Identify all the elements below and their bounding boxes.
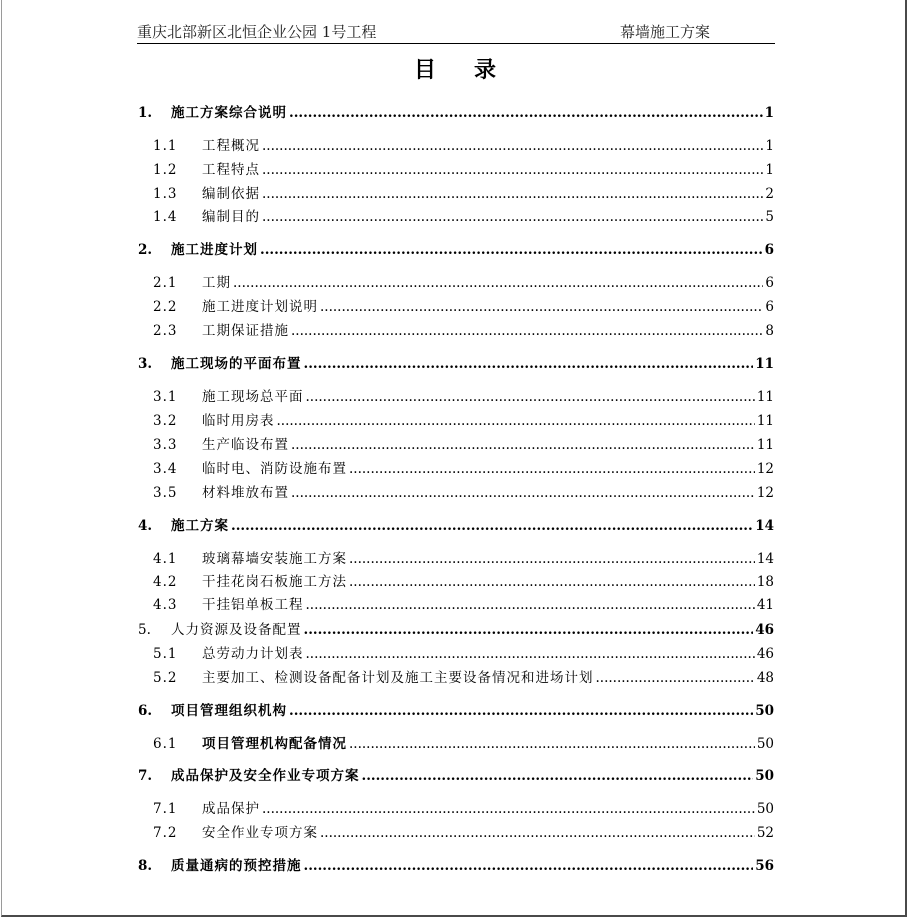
toc-entry-title: 施工方案 bbox=[171, 518, 229, 534]
toc-entry[interactable] bbox=[153, 207, 774, 227]
toc-entry[interactable] bbox=[153, 297, 774, 317]
toc-entry-number: 6.1 bbox=[153, 736, 178, 752]
toc-entry[interactable] bbox=[153, 644, 774, 664]
toc-entry-page-number: 14 bbox=[755, 518, 774, 534]
header-project-name: 重庆北部新区北恒企业公园 1号工程 bbox=[137, 23, 377, 41]
toc-entry-number: 1.1 bbox=[153, 138, 178, 154]
toc-entry[interactable] bbox=[153, 411, 774, 431]
toc-entry-title: 工程特点 bbox=[202, 162, 260, 178]
toc-dot-leader bbox=[304, 354, 754, 374]
toc-entry-number: 1.4 bbox=[153, 209, 178, 225]
toc-title-char-1: 目 bbox=[413, 57, 436, 83]
toc-dot-leader bbox=[304, 856, 754, 876]
toc-dot-leader bbox=[596, 668, 755, 688]
toc-entry-title: 施工进度计划 bbox=[171, 242, 258, 258]
toc-entry[interactable] bbox=[153, 572, 774, 592]
toc-entry-page-number: 41 bbox=[756, 597, 774, 613]
toc-dot-leader bbox=[349, 734, 755, 754]
toc-dot-leader bbox=[262, 136, 763, 156]
toc-entry-title: 人力资源及设备配置 bbox=[171, 622, 302, 638]
toc-entry[interactable] bbox=[153, 273, 774, 293]
toc-entry[interactable] bbox=[153, 595, 774, 615]
toc-entry-number: 4.2 bbox=[153, 574, 178, 590]
toc-entry-title: 工期 bbox=[202, 275, 231, 291]
toc-entry-number: 3.1 bbox=[153, 389, 178, 405]
toc-entry[interactable] bbox=[138, 354, 774, 374]
toc-entry[interactable] bbox=[153, 549, 774, 569]
toc-entry[interactable] bbox=[138, 240, 774, 260]
toc-entry[interactable] bbox=[138, 516, 774, 536]
toc-entry-title: 施工现场的平面布置 bbox=[171, 356, 302, 372]
toc-entry[interactable] bbox=[153, 668, 774, 688]
toc-entry-page-number: 1 bbox=[764, 105, 774, 121]
toc-dot-leader bbox=[262, 160, 763, 180]
toc-dot-leader bbox=[262, 184, 763, 204]
toc-entry[interactable] bbox=[138, 856, 774, 876]
toc-entry-number: 5.1 bbox=[153, 646, 178, 662]
toc-dot-leader bbox=[320, 823, 755, 843]
toc-dot-leader bbox=[291, 321, 763, 341]
toc-entry-page-number: 12 bbox=[756, 485, 774, 501]
toc-entry[interactable] bbox=[153, 823, 774, 843]
toc-entry-title: 工程概况 bbox=[202, 138, 260, 154]
toc-dot-leader bbox=[262, 799, 755, 819]
toc-dot-leader bbox=[349, 572, 755, 592]
toc-entry-number: 3.5 bbox=[153, 485, 178, 501]
toc-entry-title: 成品保护 bbox=[202, 801, 260, 817]
toc-entry-number: 5.2 bbox=[153, 670, 178, 686]
toc-dot-leader bbox=[233, 273, 763, 293]
toc-entry-page-number: 56 bbox=[755, 858, 774, 874]
toc-entry-number: 3.4 bbox=[153, 461, 178, 477]
toc-dot-leader bbox=[291, 483, 755, 503]
toc-entry-page-number: 50 bbox=[756, 736, 774, 752]
toc-entry-page-number: 52 bbox=[756, 825, 774, 841]
toc-entry[interactable] bbox=[138, 701, 774, 721]
toc-entry[interactable] bbox=[138, 620, 774, 640]
toc-dot-leader bbox=[306, 644, 755, 664]
toc-entry[interactable] bbox=[138, 766, 774, 786]
toc-entry-page-number: 6 bbox=[765, 299, 774, 315]
toc-entry-page-number: 11 bbox=[756, 413, 774, 429]
toc-entry-page-number: 8 bbox=[765, 323, 774, 339]
toc-entry-page-number: 46 bbox=[756, 646, 774, 662]
toc-dot-leader bbox=[362, 766, 754, 786]
toc-entry-title: 生产临设布置 bbox=[202, 437, 289, 453]
header-document-title: 幕墙施工方案 bbox=[620, 23, 711, 41]
toc-entry-title: 质量通病的预控措施 bbox=[171, 858, 302, 874]
toc-dot-leader bbox=[306, 387, 755, 407]
toc-entry-number: 1. bbox=[138, 105, 153, 121]
toc-entry[interactable] bbox=[153, 435, 774, 455]
toc-entry-number: 7. bbox=[138, 768, 153, 784]
toc-entry-number: 1.3 bbox=[153, 186, 178, 202]
toc-dot-leader bbox=[349, 549, 755, 569]
toc-entry-number: 3.2 bbox=[153, 413, 178, 429]
toc-entry-number: 5. bbox=[138, 622, 151, 638]
toc-entry[interactable] bbox=[153, 387, 774, 407]
toc-entry-page-number: 6 bbox=[765, 275, 774, 291]
toc-dot-leader bbox=[231, 516, 753, 536]
toc-entry-title: 项目管理组织机构 bbox=[171, 703, 287, 719]
toc-entry[interactable] bbox=[153, 321, 774, 341]
toc-entry-number: 4.1 bbox=[153, 551, 178, 567]
toc-entry-number: 2.2 bbox=[153, 299, 178, 315]
toc-entry-page-number: 48 bbox=[756, 670, 774, 686]
toc-entry-number: 3. bbox=[138, 356, 153, 372]
toc-entry-page-number: 50 bbox=[755, 703, 774, 719]
toc-entry[interactable] bbox=[153, 459, 774, 479]
toc-entry-page-number: 11 bbox=[756, 389, 774, 405]
toc-dot-leader bbox=[304, 620, 754, 640]
toc-dot-leader bbox=[289, 701, 753, 721]
toc-entry-number: 2.3 bbox=[153, 323, 178, 339]
toc-entry-title: 总劳动力计划表 bbox=[202, 646, 304, 662]
toc-entry-title: 临时用房表 bbox=[202, 413, 275, 429]
toc-dot-leader bbox=[320, 297, 763, 317]
toc-entry-title: 编制依据 bbox=[202, 186, 260, 202]
toc-entry-title: 干挂花岗石板施工方法 bbox=[202, 574, 347, 590]
toc-entry-page-number: 2 bbox=[765, 186, 774, 202]
toc-entry[interactable] bbox=[153, 136, 774, 156]
toc-entry[interactable] bbox=[153, 734, 774, 754]
toc-dot-leader bbox=[289, 103, 763, 123]
toc-entry-number: 2.1 bbox=[153, 275, 178, 291]
toc-entry-page-number: 50 bbox=[756, 801, 774, 817]
toc-entry-title: 施工现场总平面 bbox=[202, 389, 304, 405]
toc-title-char-2: 录 bbox=[474, 57, 497, 83]
toc-entry-number: 6. bbox=[138, 703, 153, 719]
toc-entry-title: 安全作业专项方案 bbox=[202, 825, 318, 841]
toc-dot-leader bbox=[277, 411, 755, 431]
toc-entry-page-number: 1 bbox=[765, 162, 774, 178]
toc-entry-title: 施工进度计划说明 bbox=[202, 299, 318, 315]
toc-entry-title: 材料堆放布置 bbox=[202, 485, 289, 501]
toc-entry-page-number: 5 bbox=[765, 209, 774, 225]
toc-entry-page-number: 11 bbox=[755, 356, 774, 372]
toc-entry[interactable] bbox=[138, 103, 774, 123]
toc-entry-title: 成品保护及安全作业专项方案 bbox=[171, 768, 360, 784]
toc-entry-number: 4.3 bbox=[153, 597, 178, 613]
toc-title bbox=[0, 53, 910, 84]
toc-entry-title: 施工方案综合说明 bbox=[171, 105, 287, 121]
page-header bbox=[137, 18, 775, 44]
toc-dot-leader bbox=[349, 459, 755, 479]
toc-entry-page-number: 14 bbox=[756, 551, 774, 567]
toc-entry-title: 主要加工、检测设备配备计划及施工主要设备情况和进场计划 bbox=[202, 670, 594, 686]
toc-entry-page-number: 11 bbox=[756, 437, 774, 453]
toc-entry-title: 编制目的 bbox=[202, 209, 260, 225]
toc-entry[interactable] bbox=[153, 483, 774, 503]
toc-entry[interactable] bbox=[153, 160, 774, 180]
toc-dot-leader bbox=[306, 595, 755, 615]
toc-entry-page-number: 46 bbox=[755, 622, 774, 638]
toc-entry-number: 7.2 bbox=[153, 825, 178, 841]
toc-entry-title: 玻璃幕墙安装施工方案 bbox=[202, 551, 347, 567]
toc-entry[interactable] bbox=[153, 184, 774, 204]
toc-entry-page-number: 12 bbox=[756, 461, 774, 477]
toc-entry-title: 项目管理机构配备情况 bbox=[202, 736, 347, 752]
toc-entry-page-number: 50 bbox=[755, 768, 774, 784]
toc-entry-number: 4. bbox=[138, 518, 153, 534]
toc-dot-leader bbox=[291, 435, 755, 455]
toc-entry-number: 1.2 bbox=[153, 162, 178, 178]
toc-entry-title: 临时电、消防设施布置 bbox=[202, 461, 347, 477]
toc-dot-leader bbox=[260, 240, 763, 260]
toc-entry-number: 7.1 bbox=[153, 801, 178, 817]
toc-entry-number: 8. bbox=[138, 858, 153, 874]
toc-entry-page-number: 1 bbox=[765, 138, 774, 154]
toc-entry-number: 3.3 bbox=[153, 437, 178, 453]
toc-entry-page-number: 6 bbox=[764, 242, 774, 258]
toc-entry[interactable] bbox=[153, 799, 774, 819]
toc-entry-title: 工期保证措施 bbox=[202, 323, 289, 339]
toc-entry-page-number: 18 bbox=[756, 574, 774, 590]
toc-entry-number: 2. bbox=[138, 242, 153, 258]
toc-entry-title: 干挂铝单板工程 bbox=[202, 597, 304, 613]
toc-dot-leader bbox=[262, 207, 763, 227]
